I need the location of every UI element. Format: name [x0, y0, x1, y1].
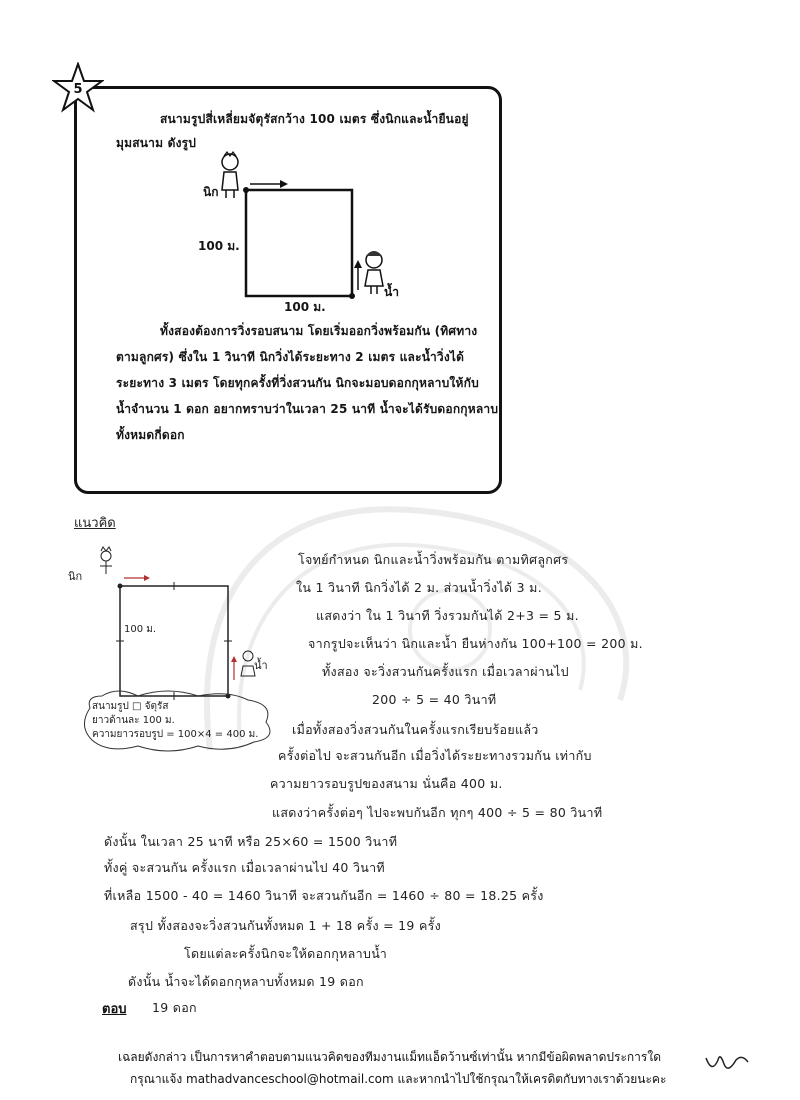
answer-label: ตอบ	[102, 1002, 127, 1017]
problem-label-side-bottom: 100 ม.	[284, 300, 326, 314]
nik-stick-figure-icon	[100, 547, 112, 574]
problem-label-nik: นิก	[203, 185, 219, 199]
solution-line-5: ทั้งสอง จะวิ่งสวนกันครั้งแรก เมื่อเวลาผ่านไป	[322, 664, 569, 679]
solution-line-8: ครั้งต่อไป จะสวนกันอีก เมื่อวิ่งได้ระยะทางรวมกัน เท่ากับ	[278, 748, 592, 763]
problem-para-line-4: น้ำจำนวน 1 ดอก อยากทราบว่าในเวลา 25 นาที น้ำจะได้รับดอกกุหลาบ	[116, 402, 499, 416]
solution-line-4: จากรูปจะเห็นว่า นิกและน้ำ ยืนห่างกัน 100+100 = 200 ม.	[308, 636, 643, 651]
solution-line-10: แสดงว่าครั้งต่อๆ ไปจะพบกันอีก ทุกๆ 400 ÷ 5 = 80 วินาที	[272, 805, 603, 820]
problem-line-2: มุมสนาม ดังรูป	[116, 136, 197, 150]
solution-note-3: ความยาวรอบรูป = 100×4 = 400 ม.	[92, 729, 259, 740]
problem-label-side-left: 100 ม.	[198, 239, 240, 253]
problem-number: 5	[73, 82, 83, 97]
solution-line-11: ดังนั้น ในเวลา 25 นาที หรือ 25×60 = 1500 วินาที	[104, 834, 398, 849]
solution-label-nam: น้ำ	[254, 659, 268, 672]
solution-note-2: ยาวด้านละ 100 ม.	[92, 715, 175, 726]
nam-figure-icon	[365, 251, 383, 294]
solution-heading: แนวคิด	[74, 516, 116, 531]
solution-line-15: โดยแต่ละครั้งนิกจะให้ดอกกุหลาบน้ำ	[184, 946, 388, 961]
answer-value: 19 ดอก	[152, 1000, 197, 1015]
problem-para-line-1: ทั้งสองต้องการวิ่งรอบสนาม โดยเริ่มออกวิ่งพร้อมกัน (ทิศทาง	[160, 324, 478, 338]
solution-line-3: แสดงว่า ใน 1 วินาที วิ่งรวมกันได้ 2+3 = 5 ม.	[316, 608, 579, 623]
footer-line-1: เฉลยดังกล่าว เป็นการหาคำตอบตามแนวคิดของทีมงานแม็ทแอ็ดว้านซ์เท่านั้น หากมีข้อผิดพลาดประการใด	[118, 1050, 661, 1064]
nik-figure-icon	[222, 152, 238, 198]
solution-line-14: สรุป ทั้งสองจะวิ่งสวนกันทั้งหมด 1 + 18 ครั้ง = 19 ครั้ง	[130, 918, 442, 933]
problem-label-nam: น้ำ	[384, 285, 399, 299]
problem-para-line-5: ทั้งหมดกี่ดอก	[116, 428, 185, 442]
solution-note-1: สนามรูป □ จัตุรัส	[92, 701, 169, 712]
problem-diagram	[190, 150, 410, 310]
footer-line-2: กรุณาแจ้ง mathadvanceschool@hotmail.com และหากนำไปใช้กรุณาให้เครดิตกับทางเราด้วยนะคะ	[130, 1072, 667, 1086]
solution-line-1: โจทย์กำหนด นิกและน้ำวิ่งพร้อมกัน ตามทิศลูกศร	[298, 552, 569, 567]
problem-line-1: สนามรูปสี่เหลี่ยมจัตุรัสกว้าง 100 เมตร ซึ่งนิกและน้ำยืนอยู่	[160, 112, 469, 126]
solution-line-2: ใน 1 วินาที นิกวิ่งได้ 2 ม. ส่วนน้ำวิ่งได้ 3 ม.	[296, 580, 542, 595]
nam-stick-figure-icon	[241, 651, 255, 676]
solution-line-12: ทั้งคู่ จะสวนกัน ครั้งแรก เมื่อเวลาผ่านไป 40 วินาที	[104, 860, 385, 875]
solution-line-16: ดังนั้น น้ำจะได้ดอกกุหลาบทั้งหมด 19 ดอก	[128, 974, 364, 989]
solution-label-side: 100 ม.	[124, 624, 157, 635]
problem-para-line-3: ระยะทาง 3 เมตร โดยทุกครั้งที่วิ่งสวนกัน นิกจะมอบดอกกุหลาบให้กับ	[116, 376, 479, 390]
solution-line-7: เมื่อทั้งสองวิ่งสวนกันในครั้งแรกเรียบร้อยแล้ว	[292, 722, 539, 737]
solution-line-6: 200 ÷ 5 = 40 วินาที	[372, 692, 497, 707]
problem-para-line-2: ตามลูกศร) ซึ่งใน 1 วินาที นิกวิ่งได้ระยะทาง 2 เมตร และน้ำวิ่งได้	[116, 350, 465, 364]
solution-label-nik: นิก	[68, 570, 83, 583]
signature-icon	[702, 1048, 752, 1078]
solution-line-13: ที่เหลือ 1500 - 40 = 1460 วินาที จะสวนกันอีก = 1460 ÷ 80 = 18.25 ครั้ง	[104, 888, 544, 903]
solution-line-9: ความยาวรอบรูปของสนาม นั่นคือ 400 ม.	[270, 776, 503, 791]
